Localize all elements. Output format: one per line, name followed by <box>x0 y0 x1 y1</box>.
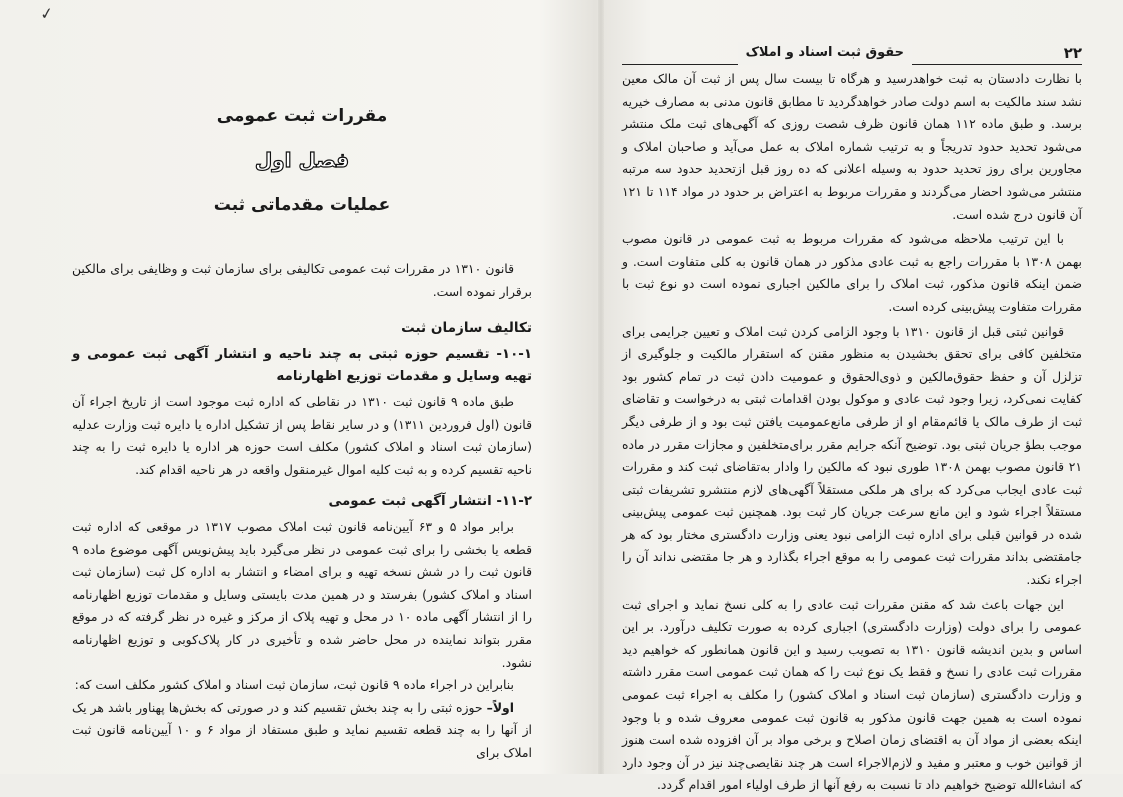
list-item-label: اولاً– <box>486 699 514 715</box>
paragraph: با این ترتیب ملاحظه می‌شود که مقررات مربوط به ثبت عمومی در قانون مصوب بهمن ۱۳۰۸ با مقررات راجع به ثبت عادی مذکور در همان قانون به کلی متفاوت است. و ضمن اینکه قانون مذکور، ثبت املاک را برای مالکین اجباری نموده است دو نوع ثبت با مقررات متفاوت پیش‌بینی کرده است. <box>622 231 1082 314</box>
paragraph: طبق ماده ۹ قانون ثبت ۱۳۱۰ در نقاطی که اداره ثبت موجود است از تاریخ اجراء آن قانون (اول فروردین ۱۳۱۱) و در سایر نقاط پس از تشکیل اداره یا دایره ثبت وزارت عدلیه (سازمان ثبت اسناد و املاک کشور) مکلف است حوزه هر اداره یا دایره ثبت را به چند ناحیه تقسیم کرده و به ثبت کلیه اموال غیرمنقول واقعه در هر ناحیه اقدام کند. <box>72 393 533 477</box>
running-title: حقوق ثبت اسناد و املاک <box>738 42 912 65</box>
chapter-heading: فصل اول <box>254 148 350 172</box>
chapter-subtitle: عملیات مقدماتی ثبت <box>213 195 391 215</box>
checkmark-icon: ✓ <box>38 3 55 24</box>
book-gutter <box>598 0 604 774</box>
paragraph: این جهات باعث شد که مقنن مقررات ثبت عادی را به کلی نسخ نماید و اجرای ثبت عمومی را برای دولت (وزارت دادگستری) اجباری کرده به صورت تکلیف درآورد. بر این اساس و بدین اندیشه قانون ۱۳۱۰ به تصویب رسید و این قانون همانطور که خواهیم دید مقررات ثبت عادی را نسخ و فقط یک نوع ثبت را که همان ثبت عمومی است مقرر داشته و وزارت دادگستری (سازمان ثبت اسناد و املاک کشور) را مکلف به اجراء ثبت عمومی نموده است به همین جهت قانون مذکور به قانون ثبت عمومی معروف شده و با وجود اینکه بعضی از مواد آن به اقتضای زمان اصلاح و برخی مواد بر آن افزوده شده است هنوز از قوانین خوب و معتبر و مفید و لازم‌الاجراء است هر چند نقایصی‌چند نیز در آن وجود دارد که انشاءالله توضیح خواهیم داد تا نسبت به رفع آنها از طرف اولیاء امور اقدام گردد. <box>622 596 1082 793</box>
paragraph: قوانین ثبتی قبل از قانون ۱۳۱۰ با وجود الزامی کردن ثبت املاک و تعیین جرایمی برای متخلفین کافی برای تحقق بخشیدن به منظور مقنن که استقرار مالکیت و جلوگیری از تزلزل آن و حفظ حقوق‌مالکین و ذوی‌الحقوق و عمومیت دادن ثبت در تمام کشور بود کفایت نمی‌کرد، زیرا وجود ثبت عادی و موکول بودن اقدامات ثبتی به درخواست و تقاضای ثبت از طرف مالک یا قائم‌مقام او از طرفی مانع‌عمومیت یافتن ثبت بود و از طرفی دیگر موجب بطؤ جریان ثبتی بود. توضیح آنکه جرایم مقرر برای‌متخلفین و مجازات مقرر در ماده ۲۱ قانون مصوب بهمن ۱۳۰۸ طوری نبود که مالکین را وادار به‌تقاضای ثبت کند و مقررات ثبت عادی ایجاب می‌کرد که برای هر ملکی مستقلاً آگهی‌های لازم منتشرو تشریفات ثبتی مستقلاً اجراء شود و این مانع سرعت جریان کار ثبت بود. همچنین ثبت عمومی پیش‌بینی شده در قوانین قبلی برای اداره ثبت الزامی نبود یعنی وزارت دادگستری مختار بود که هر جامقتضی بداند مقررات ثبت عمومی را به موقع اجراء بگذارد و هر جا مقتضی نداند آن را اجراء نکند. <box>622 323 1082 588</box>
list-item-text: حوزه ثبتی را به چند بخش تقسیم کند و در صورتی که بخش‌ها پهناور باشد هر یک از آنها را به چند قطعه تقسیم نماید و طبق مستفاد از مواد ۶ و ۱۰ آیین‌نامه قانون ثبت املاک برای <box>72 699 532 760</box>
paragraph: با نظارت دادستان به ثبت خواهدرسید و هرگاه تا بیست سال پس از ثبت آن مالک معین نشد سند مالکیت به اسم دولت صادر خواهدگردید تا مطابق قانون مدنی به مصارف خیریه برسد. و طبق ماده ۱۱۲ همان قانون ظرف شصت روزی که آگهی‌های ثبت ملک منتشر می‌شود تحدید حدود تدریجاً و به ترتیب شماره املاک به عمل می‌آید و صاحبان املاک و مجاورین برای روز تحدید حدود به وسیله اعلانی که ده روز قبل ازتحدید حدود سه مرتبه منتشر می‌شود احضار می‌گردند و مقررات مربوط به اعتراض بر حدود در مواد ۱۱۴ تا ۱۲۱ آن قانون درج شده است. <box>622 71 1082 222</box>
section-heading: تکالیف سازمان ثبت <box>401 320 532 337</box>
intro-paragraph: قانون ۱۳۱۰ در مقررات ثبت عمومی تکالیفی برای سازمان ثبت و وظایفی برای مالکین برقرار نموده است. <box>72 261 532 299</box>
right-page-body <box>622 68 1082 797</box>
left-page-body <box>72 258 532 764</box>
list-item <box>72 697 532 765</box>
page-number: ۲۲ <box>1063 44 1082 62</box>
running-header <box>622 42 1082 65</box>
paragraph: برابر مواد ۵ و ۶۳ آیین‌نامه قانون ثبت املاک مصوب ۱۳۱۷ در موقعی که اداره ثبت قطعه یا بخشی را برای ثبت عمومی در نظر می‌گیرد باید پیش‌نویس آگهی موضوع ماده ۹ قانون ثبت را در شش نسخه تهیه و برای امضاء و انتشار به اداره کل ثبت (سازمان ثبت اسناد و املاک کشور) بفرستد و در همین مدت بایستی وسایل و مقدمات توزیع اظهارنامه را از انتشار آگهی ماده ۱۰ در محل و تهیه پلاک از مرکز و غیره در نظر گرفته که در موقع مقرر بتواند نماینده در محل حاضر شده و تأخیری در کار پلاک‌کوبی و توزیع اظهارنامه نشود. <box>72 518 532 670</box>
subsection-heading: ۱۱-۲- انتشار آگهی ثبت عمومی <box>328 494 532 510</box>
subsection-heading: ۱۰-۱- تقسیم حوزه ثبتی به چند ناحیه و انتشار آگهی ثبت عمومی و تهیه وسایل و مقدمات توزیع اظهارنامه <box>72 346 532 385</box>
chapter-title-block <box>72 96 532 222</box>
paragraph: بنابراین در اجراء ماده ۹ قانون ثبت، سازمان ثبت اسناد و املاک کشور مکلف است که: <box>74 677 514 693</box>
main-title: مقررات ثبت عمومی <box>216 106 388 126</box>
